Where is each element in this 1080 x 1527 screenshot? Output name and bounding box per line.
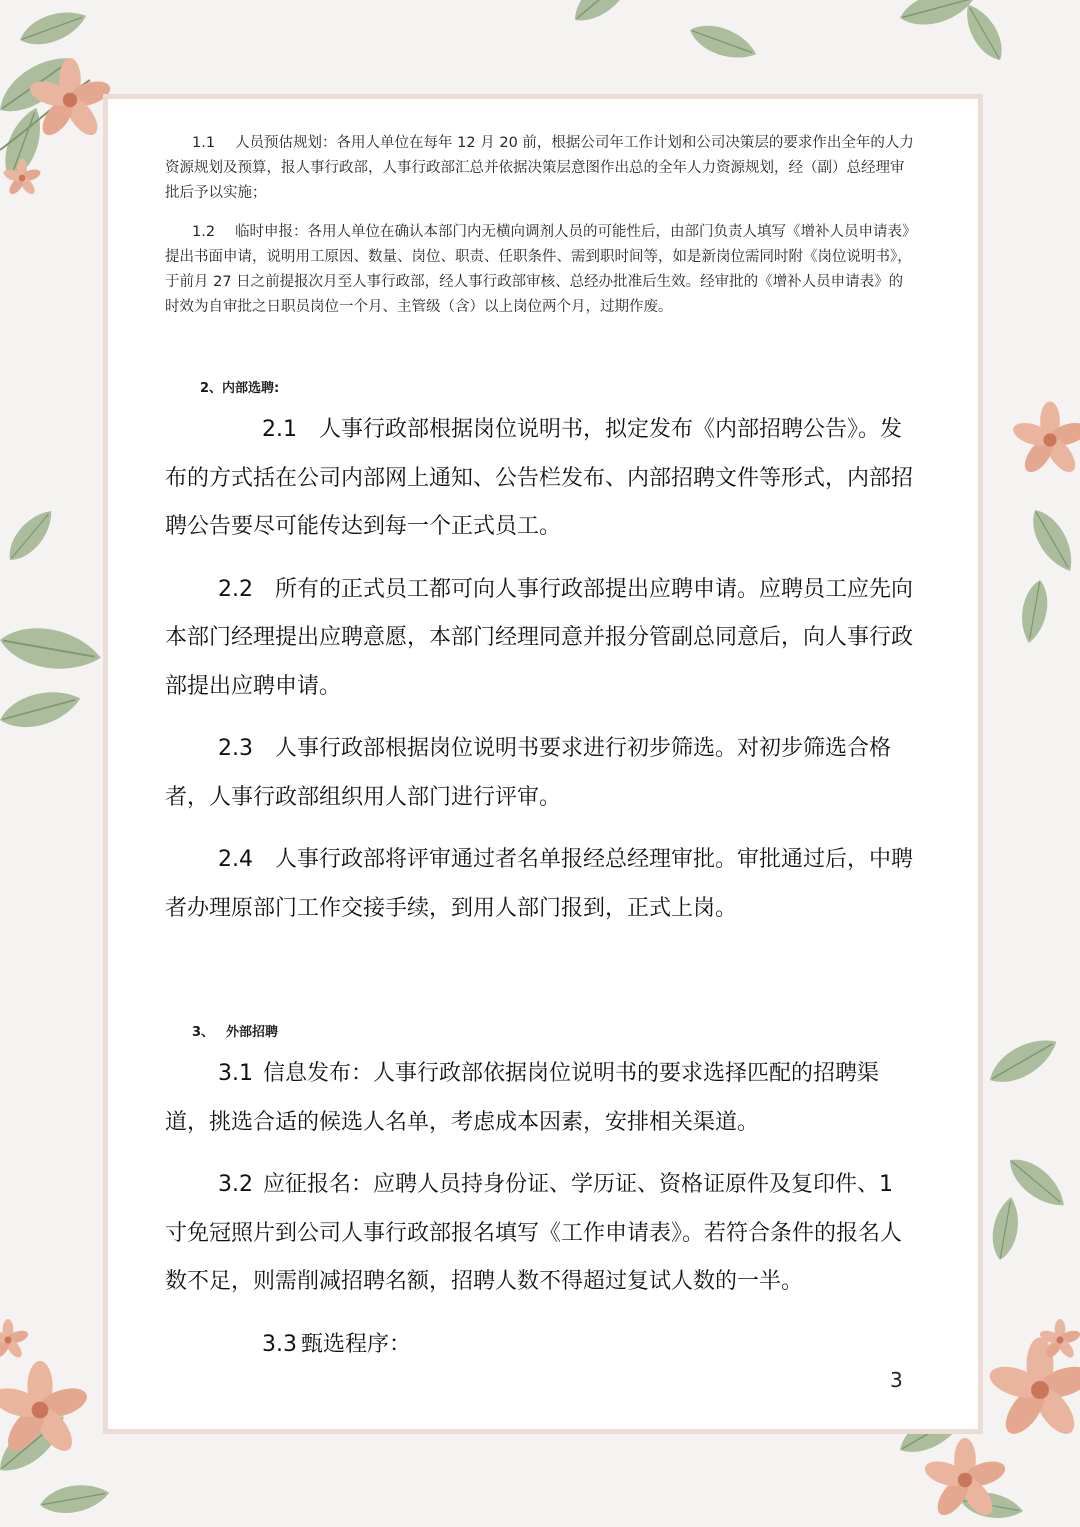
leaf-icon [0,503,104,735]
section-heading-2: 2、内部选聘: [200,381,280,396]
leaf-icon [566,0,1011,66]
paragraph-text: 应征报名：应聘人员持身份证、学历证、资格证原件及复印件、1 寸免冠照片到公司人事行政部报名填写《工作申请表》。若符合条件的报名人数不足，则需削减招聘名额，招聘人数不得超过复试人数的一半。 [165,1172,903,1294]
paragraph-number: 2.4 [218,847,253,872]
section-heading-text: 外部招聘 [226,1025,279,1040]
subitem-3-3 [165,1321,917,1370]
paragraph-2-2 [165,566,917,712]
paragraph-1-2 [165,220,917,320]
section-1 [165,131,917,320]
paragraph-3-1 [165,1050,917,1147]
paragraph-text: 人员预估规划：各用人单位在每年 12 月 20 前，根据公司年工作计划和公司决策层的要求作出全年的人力资源规划及预算，报人事行政部，人事行政部汇总并依据决策层意图作出总的全年人力资源规划，经（副）总经理审批后予以实施； [165,135,914,201]
paragraph-text: 人事行政部将评审通过者名单报经总经理审批。审批通过后，中聘者办理原部门工作交接手续，到用人部门报到，正式上岗。 [165,847,914,921]
paragraph-2-3 [165,725,917,822]
section-3 [165,1050,917,1369]
leaf-icon [983,503,1080,1262]
section-2 [165,406,917,933]
paragraph-number: 3.1 [218,1061,253,1086]
paragraph-text: 甄选程序： [301,1331,412,1357]
paragraph-1-1 [165,131,917,206]
paragraph-number: 1.2 [192,224,216,240]
paragraph-2-1 [165,406,917,552]
flower-icon [0,1319,30,1360]
paragraph-number: 2.3 [218,736,253,761]
paragraph-text: 信息发布：人事行政部依据岗位说明书的要求选择匹配的招聘渠道，挑选合适的候选人名单，考虑成本因素，安排相关渠道。 [165,1061,880,1135]
paragraph-text: 人事行政部根据岗位说明书，拟定发布《内部招聘公告》。发布的方式括在公司内部网上通知、公告栏发布、内部招聘文件等形式，内部招聘公告要尽可能传达到每一个正式员工。 [165,417,914,539]
section-heading-3 [192,1021,278,1040]
paragraph-number: 2.1 [262,417,297,442]
paragraph-number: 3.3 [262,1331,297,1357]
section-heading-number: 3、 [192,1025,215,1040]
paragraph-text: 临时申报：各用人单位在确认本部门内无横向调剂人员的可能性后，由部门负责人填写《增补人员申请表》提出书面申请，说明用工原因、数量、岗位、职责、任职条件、需到职时间等，如是新岗位需同时附《岗位说明书》，于前月 27 日之前提报次月至人事行政部，经人事行政部审核、总经办批准后生效。经审批的《增补人员申请表》的时效为自审批之日职员岗位一个月、主管级（含）以上岗位两个月，过期作废。 [165,224,917,315]
paragraph-text: 人事行政部根据岗位说明书要求进行初步筛选。对初步筛选合格者，人事行政部组织用人部门进行评审。 [165,736,892,810]
paragraph-number: 3.2 [218,1172,253,1197]
paragraph-number: 1.1 [192,135,216,151]
flower-icon [1010,402,1080,477]
paragraph-text: 所有的正式员工都可向人事行政部提出应聘申请。应聘员工应先向本部门经理提出应聘意愿，本部门经理同意并报分管副总同意后，向人事行政部提出应聘申请。 [165,576,914,699]
page-number: 3 [890,1368,903,1392]
paragraph-2-4 [165,836,917,933]
paragraph-number: 2.2 [218,576,253,602]
paragraph-3-2 [165,1161,917,1307]
